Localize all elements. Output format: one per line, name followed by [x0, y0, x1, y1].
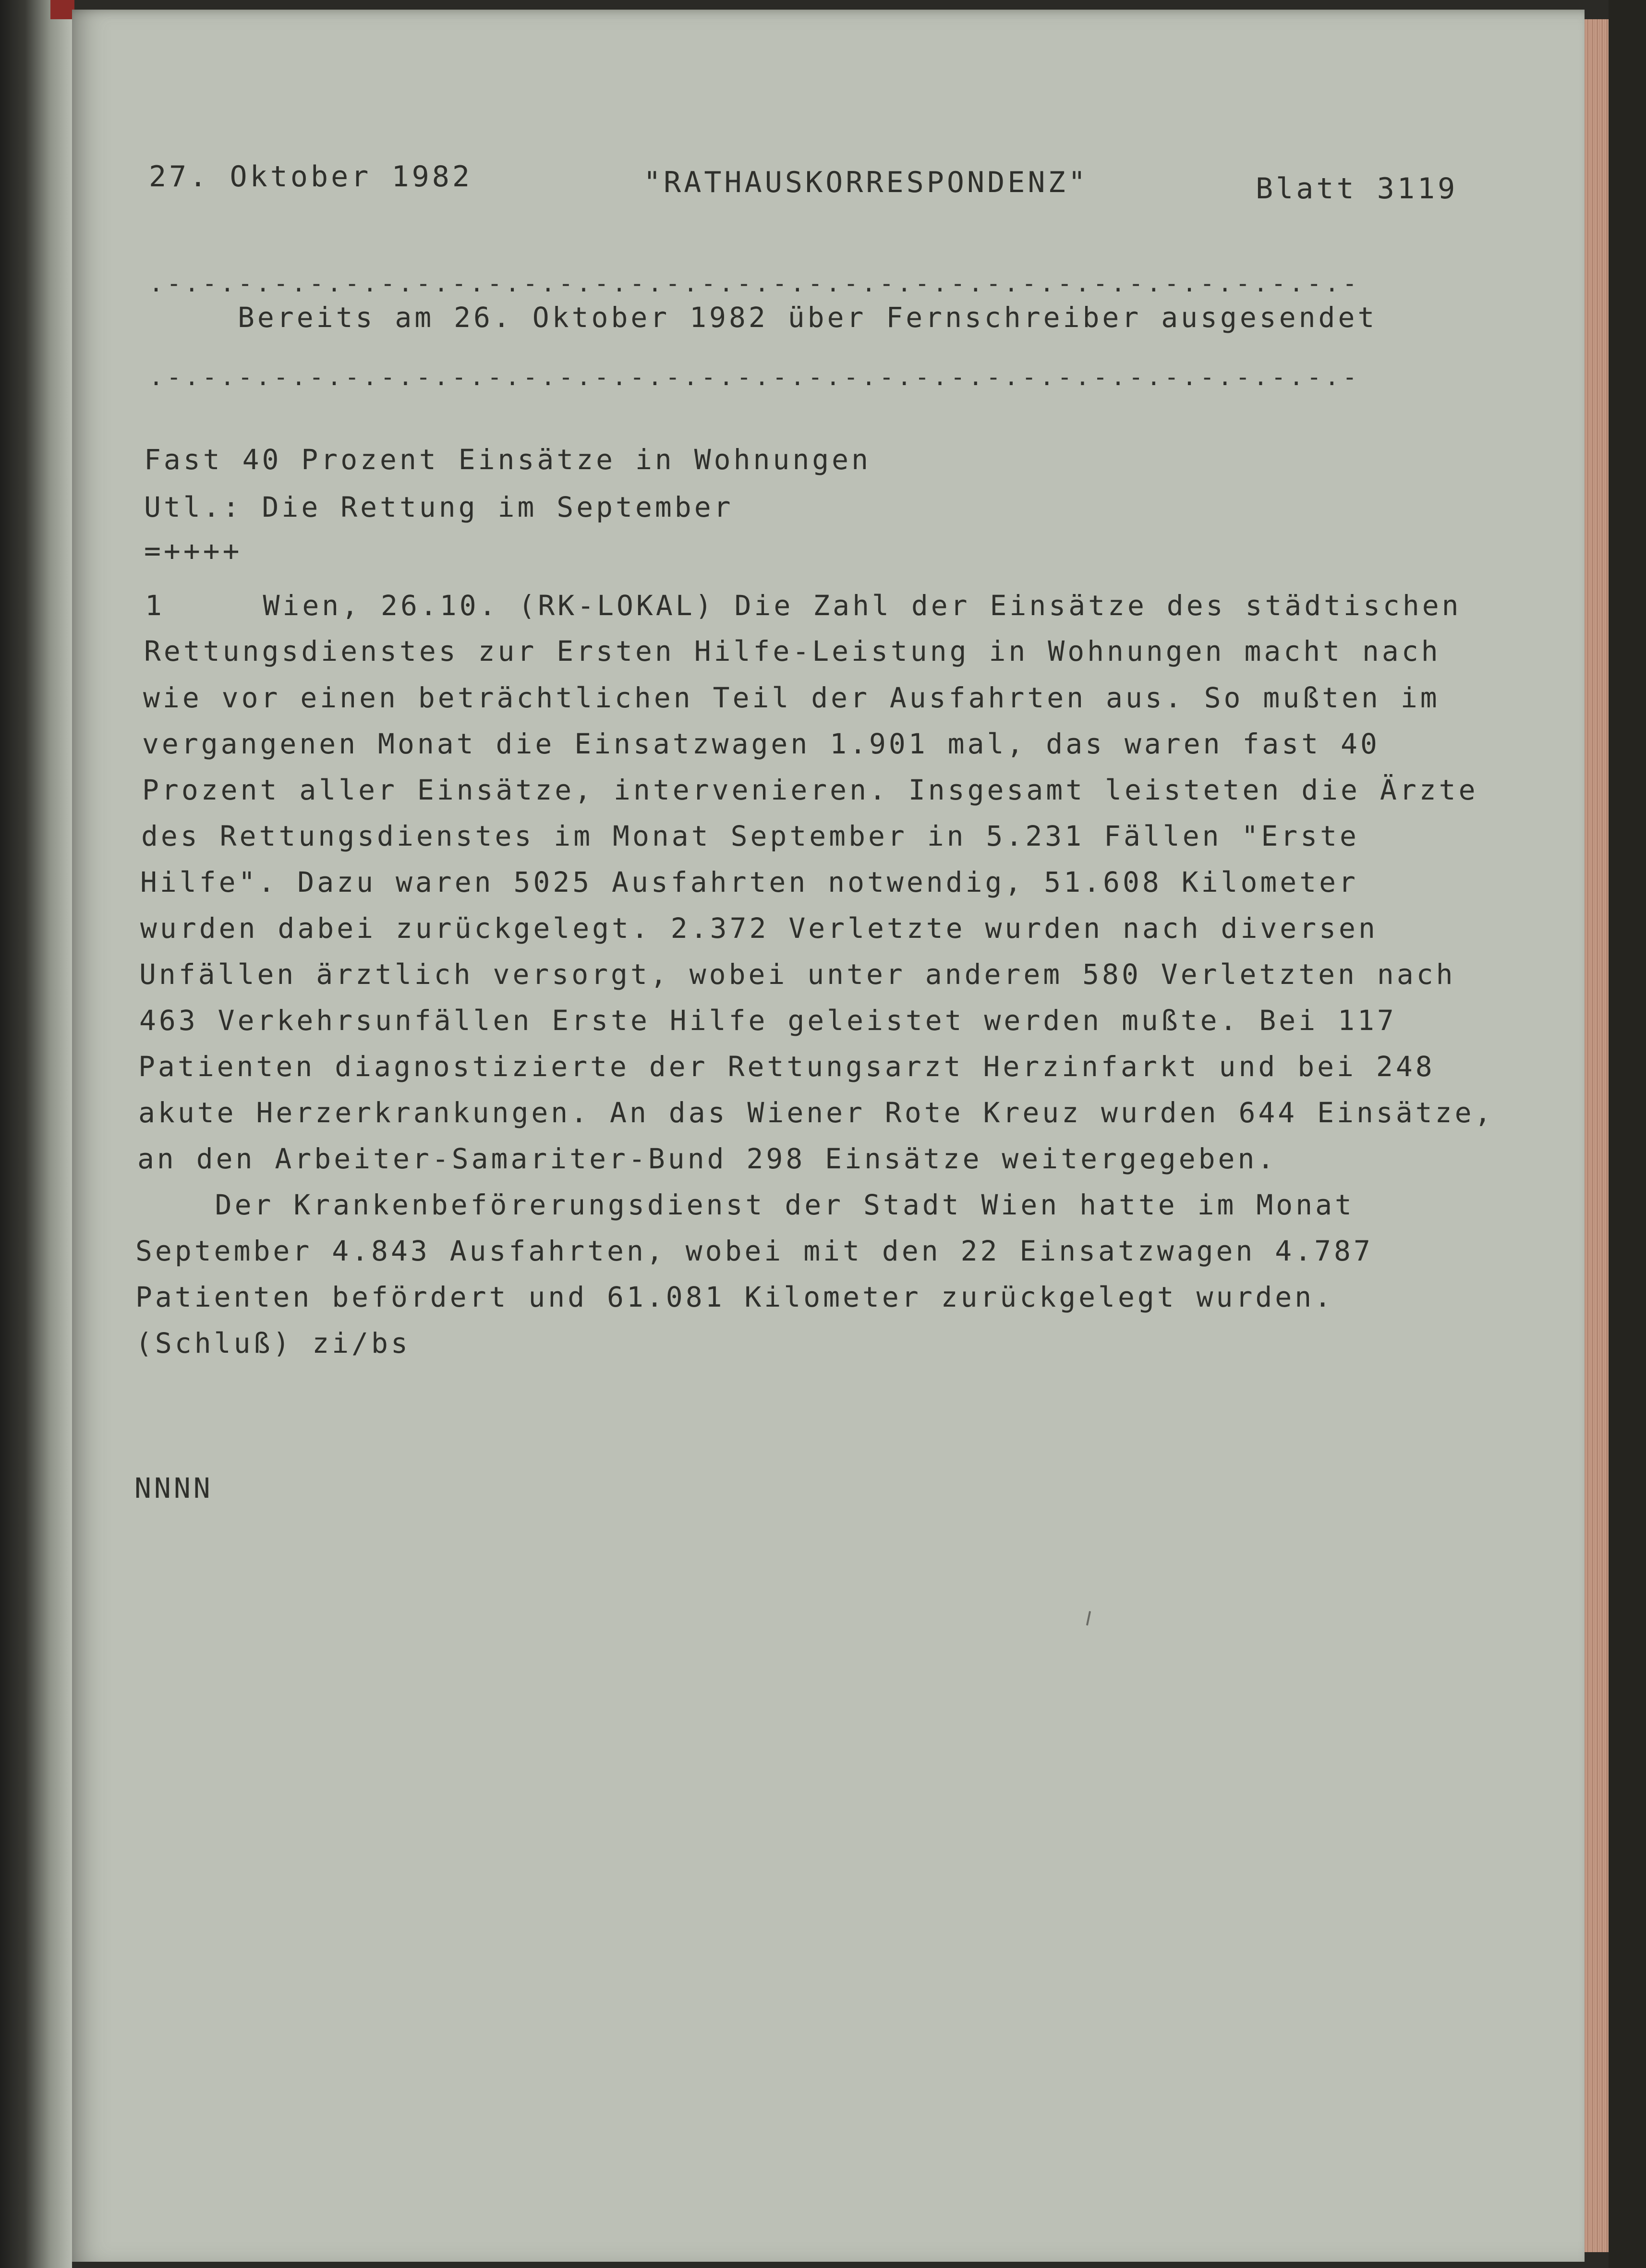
document-sheet [72, 10, 1585, 2262]
page-stack-shadow [1609, 0, 1646, 2268]
body-line: wurden dabei zurückgelegt. 2.372 Verletzte wurden nach diversen [140, 912, 1378, 945]
body-line: Rettungsdienstes zur Ersten Hilfe-Leistung in Wohnungen macht nach [144, 635, 1441, 667]
body-line: 463 Verkehrsunfällen Erste Hilfe geleistet werden mußte. Bei 117 [139, 1004, 1397, 1037]
body-line: (Schluß) zi/bs [135, 1327, 411, 1359]
body-line: akute Herzerkrankungen. An das Wiener Rote Kreuz wurden 644 Einsätze, [138, 1096, 1494, 1129]
body-line: Der Krankenbeförerungsdienst der Stadt Wien hatte im Monat [136, 1189, 1355, 1221]
stray-pen-mark [1086, 1611, 1091, 1625]
body-line: vergangenen Monat die Einsatzwagen 1.901 mal, das waren fast 40 [142, 728, 1380, 760]
body-line: Hilfe". Dazu waren 5025 Ausfahrten notwendig, 51.608 Kilometer [140, 866, 1358, 898]
body-line: des Rettungsdienstes im Monat September in 5.231 Fällen "Erste [141, 820, 1359, 852]
separator-top: .-.-.-.-.-.-.-.-.-.-.-.-.-.-.-.-.-.-.-.-.-.-.-.-.-.-.-.-.-.-.-.-.-.- [149, 269, 1360, 297]
transmission-notice: Bereits am 26. Oktober 1982 über Fernschreiber ausgesendet [238, 301, 1378, 334]
spine-red-tab [50, 0, 74, 19]
body-line: September 4.843 Ausfahrten, wobei mit den 22 Einsatzwagen 4.787 [135, 1235, 1373, 1267]
book-spine [0, 0, 72, 2268]
section-marker: =++++ [144, 534, 242, 567]
headline: Fast 40 Prozent Einsätze in Wohnungen [144, 443, 871, 476]
body-line: an den Arbeiter-Samariter-Bund 298 Einsätze weitergegeben. [137, 1142, 1277, 1175]
separator-bottom: .-.-.-.-.-.-.-.-.-.-.-.-.-.-.-.-.-.-.-.-.-.-.-.-.-.-.-.-.-.-.-.-.-.- [149, 363, 1360, 391]
body-line: Unfällen ärztlich versorgt, wobei unter anderem 580 Verletzten nach [139, 958, 1456, 991]
body-line: Prozent aller Einsätze, intervenieren. Insgesamt leisteten die Ärzte [142, 774, 1478, 806]
body-line: Patienten diagnostizierte der Rettungsarzt Herzinfarkt und bei 248 [138, 1050, 1435, 1083]
header-date: 27. Oktober 1982 [149, 160, 472, 194]
header-publication: "RATHAUSKORRESPONDENZ" [643, 166, 1089, 199]
body-line: wie vor einen beträchtlichen Teil der Ausfahrten aus. So mußten im [143, 681, 1440, 714]
body-line: Patienten befördert und 61.081 Kilometer zurückgelegt wurden. [135, 1281, 1334, 1313]
header-sheet-number: Blatt 3119 [1256, 172, 1458, 206]
subline: Utl.: Die Rettung im September [144, 491, 734, 523]
body-line: 1 Wien, 26.10. (RK-LOKAL) Die Zahl der Einsätze des städtischen [145, 589, 1462, 622]
end-mark: NNNN [134, 1472, 213, 1504]
